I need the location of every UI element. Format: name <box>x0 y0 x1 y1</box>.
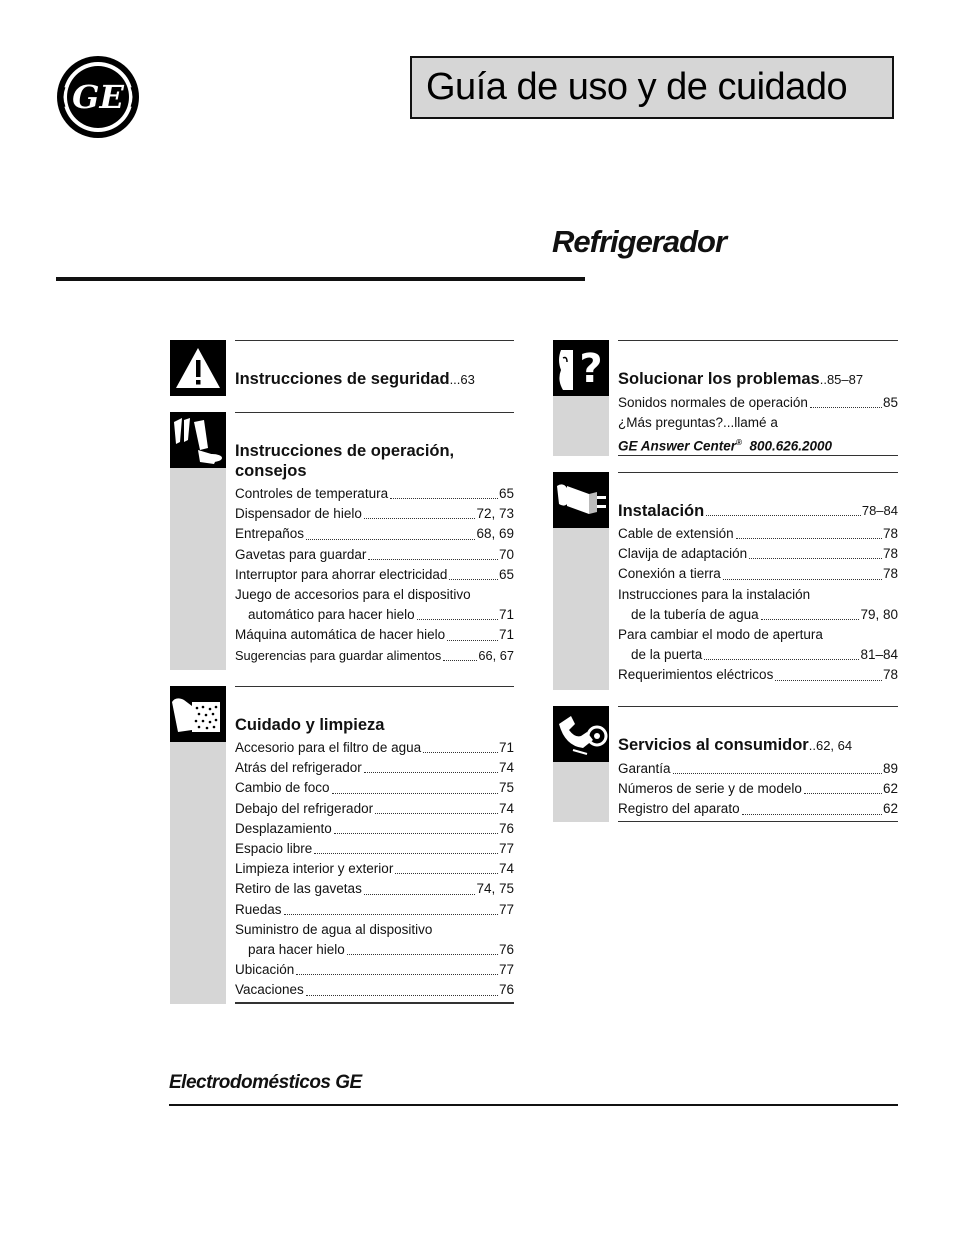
section-title-instalacion[interactable]: Instalación 78–84 <box>618 502 898 520</box>
list-item[interactable]: de la tubería de agua 79, 80 <box>631 606 898 622</box>
list-item[interactable]: Registro del aparato 62 <box>618 801 898 817</box>
list-item[interactable]: Números de serie y de modelo 62 <box>618 781 898 797</box>
list-item[interactable]: Entrepaños 68, 69 <box>235 526 514 542</box>
list-item[interactable]: Ruedas 77 <box>235 901 514 917</box>
section-title-cuidado[interactable]: Cuidado y limpieza <box>235 716 385 734</box>
list-instalacion <box>618 524 898 686</box>
list-item[interactable]: para hacer hielo 76 <box>248 942 514 958</box>
list-item[interactable]: Ubicación 77 <box>235 962 514 978</box>
section-cuidado <box>170 686 514 1008</box>
list-item[interactable]: Controles de temperatura 65 <box>235 486 514 501</box>
section-title-operacion[interactable]: Instrucciones de operación, consejos <box>235 442 455 480</box>
question-mark-icon <box>553 340 609 396</box>
page-subtitle: Refrigerador <box>552 224 727 259</box>
list-item[interactable]: Sonidos normales de operación 85 <box>618 395 898 410</box>
list-cuidado <box>235 738 514 1001</box>
list-item[interactable]: Dispensador de hielo 72, 73 <box>235 506 514 522</box>
list-item[interactable]: ¿Más preguntas?...llamé a <box>618 415 778 431</box>
list-item[interactable]: Sugerencias para guardar alimentos 66, 67 <box>235 647 514 663</box>
list-item[interactable]: Clavija de adaptación 78 <box>618 546 898 562</box>
list-item[interactable]: Para cambiar el modo de apertura <box>618 627 823 643</box>
list-item[interactable]: Retiro de las gavetas 74, 75 <box>235 881 514 897</box>
list-item[interactable]: Debajo del refrigerador 74 <box>235 800 514 816</box>
section-title-seguridad[interactable]: Instrucciones de seguridad...63 <box>235 370 475 388</box>
footer-brand: Electrodomésticos GE <box>169 1072 362 1093</box>
list-item[interactable]: Garantía 89 <box>618 761 898 776</box>
section-problemas <box>553 340 898 460</box>
list-item[interactable]: de la puerta 81–84 <box>631 647 898 663</box>
svg-text:GE: GE <box>72 78 124 116</box>
list-item[interactable]: Atrás del refrigerador 74 <box>235 760 514 776</box>
list-item[interactable]: Espacio libre 77 <box>235 841 514 857</box>
bottom-divider <box>169 1104 898 1106</box>
ge-logo-icon <box>56 55 140 139</box>
list-item[interactable]: Cable de extensión 78 <box>618 526 898 541</box>
list-item[interactable]: Gavetas para guardar 70 <box>235 546 514 562</box>
answer-center-phone[interactable]: GE Answer Center® 800.626.2000 <box>618 438 833 454</box>
list-item[interactable]: Requerimientos eléctricos 78 <box>618 667 898 683</box>
list-item[interactable]: Instrucciones para la instalación <box>618 586 811 602</box>
svg-text:?: ? <box>579 346 603 392</box>
power-plug-icon <box>553 472 609 528</box>
hand-pressing-icon <box>170 412 226 468</box>
list-item[interactable]: Cambio de foco 75 <box>235 780 514 796</box>
section-title-servicios[interactable]: Servicios al consumidor..62, 64 <box>618 736 853 754</box>
list-item[interactable]: Juego de accesorios para el dispositivo <box>235 587 471 603</box>
section-servicios <box>553 706 898 826</box>
section-operacion <box>170 412 514 674</box>
list-item[interactable]: Limpieza interior y exterior 74 <box>235 861 514 877</box>
list-problemas <box>618 393 898 433</box>
warning-triangle-icon <box>170 340 226 396</box>
list-item[interactable]: Desplazamiento 76 <box>235 820 514 836</box>
list-operacion <box>235 484 514 666</box>
section-title-problemas[interactable]: Solucionar los problemas..85–87 <box>618 370 864 388</box>
list-item[interactable]: Suministro de agua al dispositivo <box>235 921 433 937</box>
section-instalacion <box>553 472 898 694</box>
page-title: Guía de uso y de cuidado <box>410 56 894 119</box>
top-divider <box>56 277 585 281</box>
list-item[interactable]: Conexión a tierra 78 <box>618 566 898 582</box>
section-seguridad <box>170 340 514 400</box>
list-item[interactable]: Vacaciones 76 <box>235 982 514 998</box>
hand-sponge-icon <box>170 686 226 742</box>
list-item[interactable]: automático para hacer hielo 71 <box>248 607 514 623</box>
phone-handset-icon <box>553 706 609 762</box>
list-item[interactable]: Accesorio para el filtro de agua 71 <box>235 740 514 755</box>
list-servicios <box>618 759 898 820</box>
list-item[interactable]: Máquina automática de hacer hielo 71 <box>235 627 514 643</box>
list-item[interactable]: Interruptor para ahorrar electricidad 65 <box>235 566 514 582</box>
